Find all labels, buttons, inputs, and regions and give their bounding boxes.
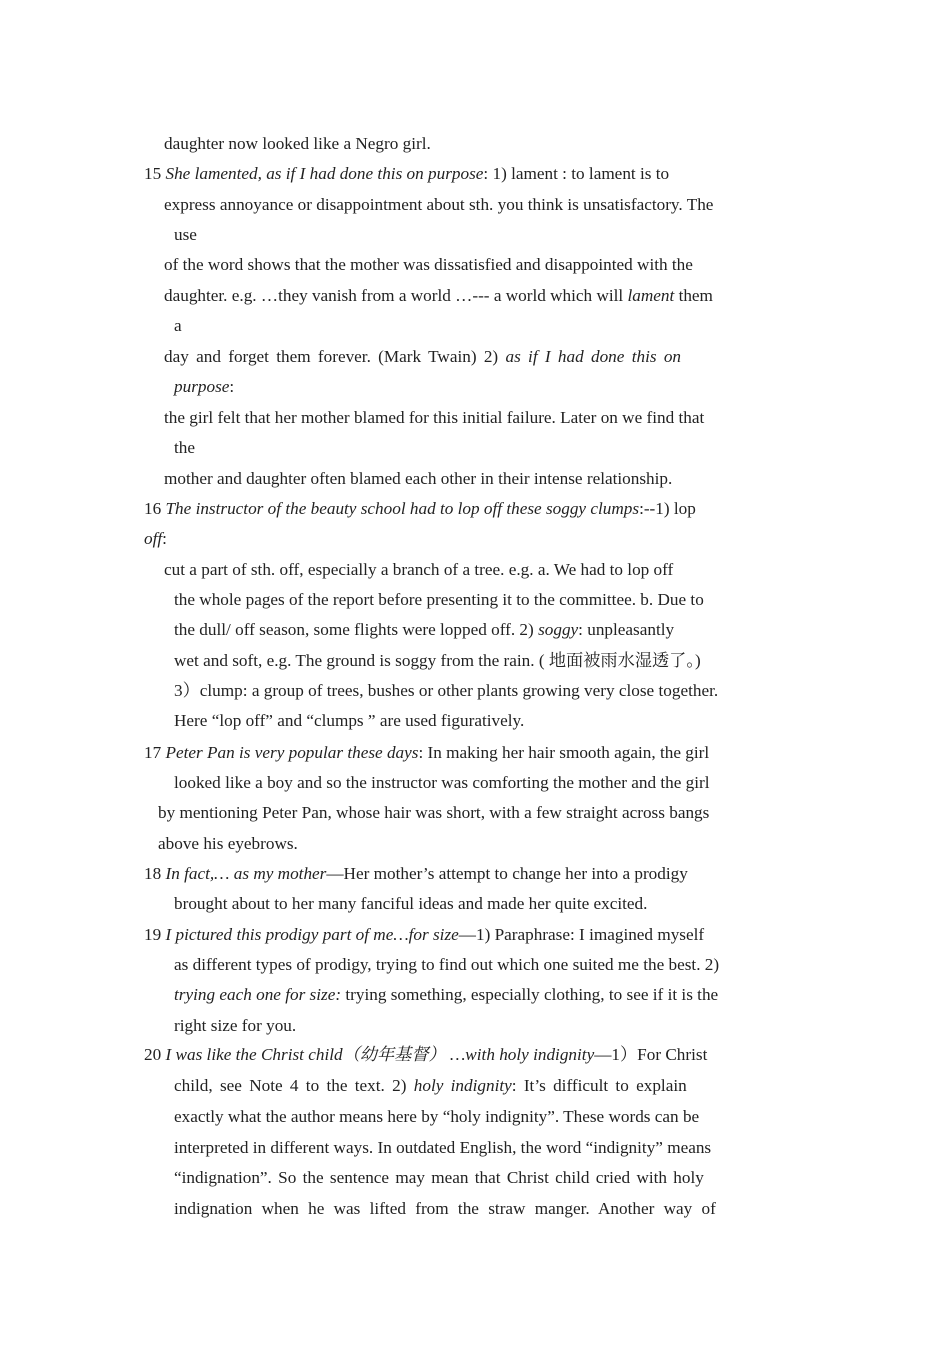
text-segment: : It’s difficult to explain (511, 1076, 687, 1095)
text-line: interpreted in different ways. In outdated English, the word “indignity” means (174, 1138, 712, 1157)
note-number: 15 (144, 164, 162, 183)
text-line: use (174, 225, 197, 244)
text-line (164, 346, 808, 368)
text-segment: daughter. e.g. …they vanish from a world …--- a world which will (164, 286, 628, 305)
text-line: brought about to her many fanciful ideas and made her quite excited. (174, 894, 648, 913)
note-number: 17 (144, 743, 162, 762)
text-line: as different types of prodigy, trying to find out which one suited me the best. 2) (174, 955, 720, 974)
note-20 (144, 1044, 707, 1066)
text-line: by mentioning Peter Pan, whose hair was short, with a few straight across bangs (158, 803, 710, 822)
note-number: 18 (144, 864, 162, 883)
text-line (174, 619, 674, 641)
note-16 (144, 498, 696, 520)
text-line (174, 984, 718, 1006)
quoted-phrase: Peter Pan is very popular these days (165, 743, 419, 762)
quoted-phrase: I was like the Christ child（幼年基督） …with holy indignity (165, 1045, 595, 1064)
text-line: “indignation”. So the sentence may mean that Christ child cried with holy (174, 1168, 704, 1187)
note-text: —1) Paraphrase: I imagined myself (458, 925, 705, 944)
text-line: 3）clump: a group of trees, bushes or other plants growing very close together. (174, 681, 719, 700)
note-15 (144, 163, 669, 185)
text-line: Here “lop off” and “clumps ” are used figuratively. (174, 711, 525, 730)
italic-word: soggy (538, 620, 579, 639)
note-17 (144, 742, 709, 764)
note-text: :--1) lop (639, 499, 696, 518)
text-line (144, 528, 167, 550)
quoted-phrase: trying each one for size: (174, 985, 342, 1004)
text-line: looked like a boy and so the instructor was comforting the mother and the girl (174, 773, 710, 792)
text-line: of the word shows that the mother was dissatisfied and disappointed with the (164, 255, 693, 274)
text-line: mother and daughter often blamed each other in their intense relationship. (164, 469, 673, 488)
text-line: the whole pages of the report before presenting it to the committee. b. Due to (174, 590, 704, 609)
text-line: a (174, 316, 182, 335)
quoted-phrase: She lamented, as if I had done this on purpose (165, 164, 484, 183)
note-text: —1）For Christ (594, 1045, 708, 1064)
text-segment: : (229, 377, 235, 396)
note-number: 16 (144, 499, 162, 518)
text-line: above his eyebrows. (158, 834, 298, 853)
text-line: cut a part of sth. off, especially a branch of a tree. e.g. a. We had to lop off (164, 560, 674, 579)
note-text: —Her mother’s attempt to change her into a prodigy (326, 864, 688, 883)
italic-word: lament (627, 286, 675, 305)
quoted-phrase: The instructor of the beauty school had to lop off these soggy clumps (165, 499, 640, 518)
note-number: 19 (144, 925, 162, 944)
quoted-phrase: holy indignity (413, 1076, 512, 1095)
text-line: daughter now looked like a Negro girl. (164, 134, 431, 153)
italic-word: off (144, 529, 163, 548)
note-text: : In making her hair smooth again, the girl (418, 743, 710, 762)
text-segment: day and forget them forever. (Mark Twain) 2) (164, 347, 506, 366)
note-19 (144, 924, 704, 946)
text-segment: : (162, 529, 167, 548)
text-line: exactly what the author means here by “holy indignity”. These words can be (174, 1107, 700, 1126)
text-segment: the dull/ off season, some flights were lopped off. 2) (174, 620, 539, 639)
text-segment: : unpleasantly (578, 620, 675, 639)
quoted-phrase: I pictured this prodigy part of me…for size (165, 925, 459, 944)
text-line: indignation when he was lifted from the straw manger. Another way of (174, 1199, 716, 1218)
text-segment: trying something, especially clothing, to see if it is the (341, 985, 719, 1004)
quoted-phrase: In fact,… as my mother (165, 864, 327, 883)
quoted-phrase: as if I had done this on (505, 347, 682, 366)
text-line (174, 376, 234, 398)
text-line: the girl felt that her mother blamed for this initial failure. Later on we find that (164, 408, 705, 427)
note-18 (144, 863, 688, 885)
text-line (164, 285, 713, 307)
text-segment: them (674, 286, 713, 305)
text-segment: child, see Note 4 to the text. 2) (174, 1076, 414, 1095)
quoted-phrase: purpose (174, 377, 230, 396)
text-line: the (174, 438, 195, 457)
text-line: express annoyance or disappointment about sth. you think is unsatisfactory. The (164, 195, 714, 214)
note-text: : 1) lament : to lament is to (483, 164, 670, 183)
text-line: wet and soft, e.g. The ground is soggy from the rain. ( 地面被雨水湿透了。) (174, 651, 701, 670)
note-number: 20 (144, 1045, 162, 1064)
text-line (174, 1075, 687, 1097)
text-line: right size for you. (174, 1016, 297, 1035)
